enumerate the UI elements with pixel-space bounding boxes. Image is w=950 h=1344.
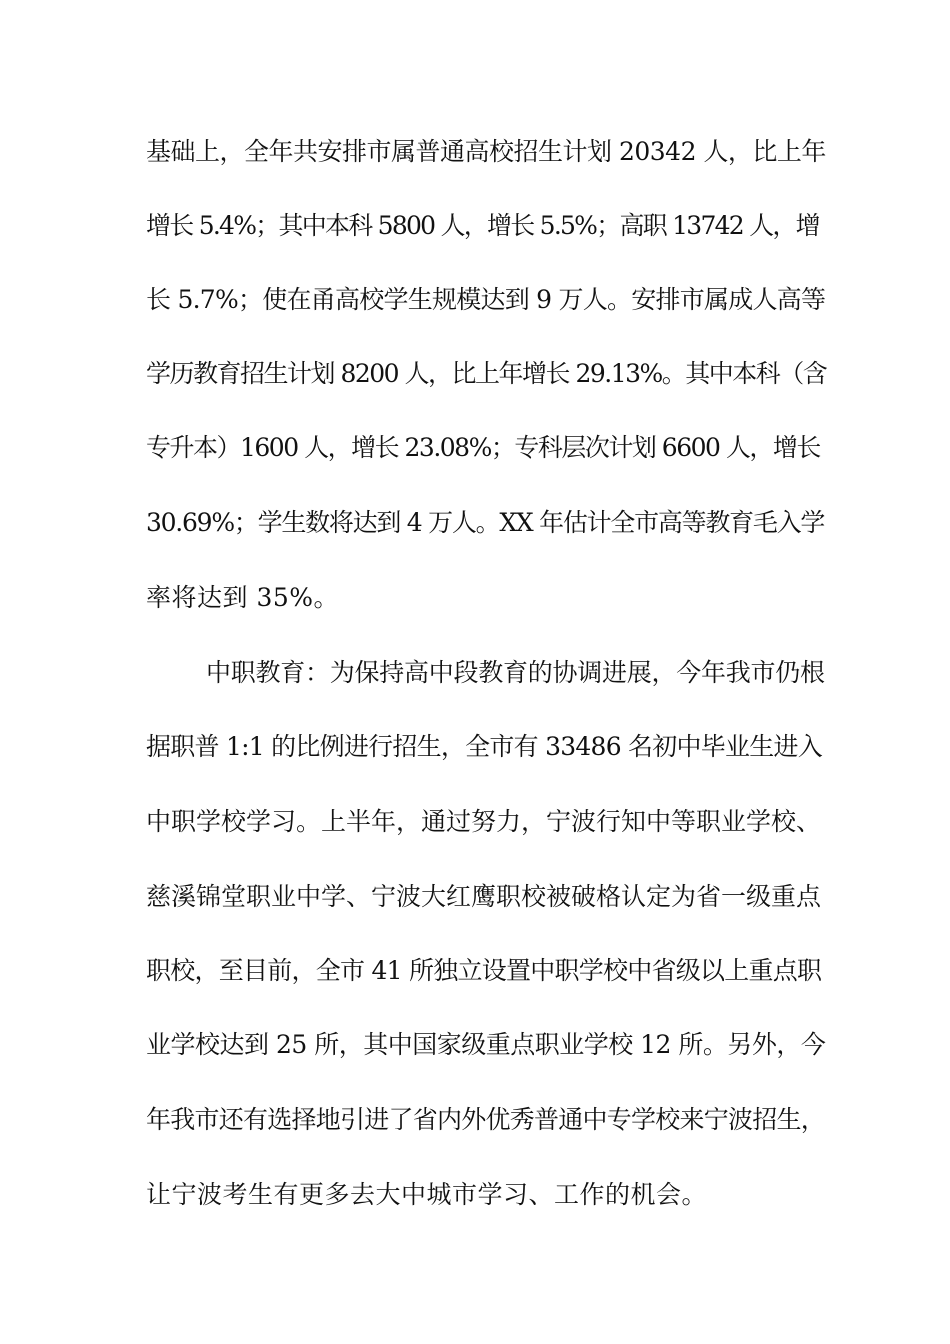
text-line: 专升本）1600 人，增长 23.08%；专科层次计划 6600 人，增长 (146, 433, 820, 462)
text-line: 增长 5.4%；其中本科 5800 人，增长 5.5%；高职 13742 人，增 (146, 211, 819, 240)
text-line: 率将达到 35%。 (146, 583, 340, 612)
text-line: 年我市还有选择地引进了省内外优秀普通中专学校来宁波招生， (146, 1105, 826, 1134)
text-line: 业学校达到 25 所，其中国家级重点职业学校 12 所。另外，今 (146, 1030, 826, 1059)
text-line: 学历教育招生计划 8200 人，比上年增长 29.13%。其中本科（含 (146, 359, 827, 388)
text-line: 慈溪锦堂职业中学、宁波大红鹰职校被破格认定为省一级重点 (146, 882, 822, 911)
text-line: 职校，至目前，全市 41 所独立设置中职学校中省级以上重点职 (146, 956, 822, 985)
text-line: 据职普 1:1 的比例进行招生，全市有 33486 名初中毕业生进入 (146, 732, 823, 761)
text-line: 基础上，全年共安排市属普通高校招生计划 20342 人，比上年 (146, 137, 826, 166)
text-line: 中职学校学习。上半年，通过努力，宁波行知中等职业学校、 (146, 807, 822, 836)
text-line: 长 5.7%；使在甬高校学生规模达到 9 万人。安排市属成人高等 (146, 285, 826, 314)
text-line: 让宁波考生有更多去大中城市学习、工作的机会。 (146, 1180, 708, 1209)
text-line: 30.69%；学生数将达到 4 万人。XX 年估计全市高等教育毛入学 (146, 508, 825, 537)
paragraph-start-line: 中职教育：为保持高中段教育的协调进展，今年我市仍根 (206, 658, 825, 687)
